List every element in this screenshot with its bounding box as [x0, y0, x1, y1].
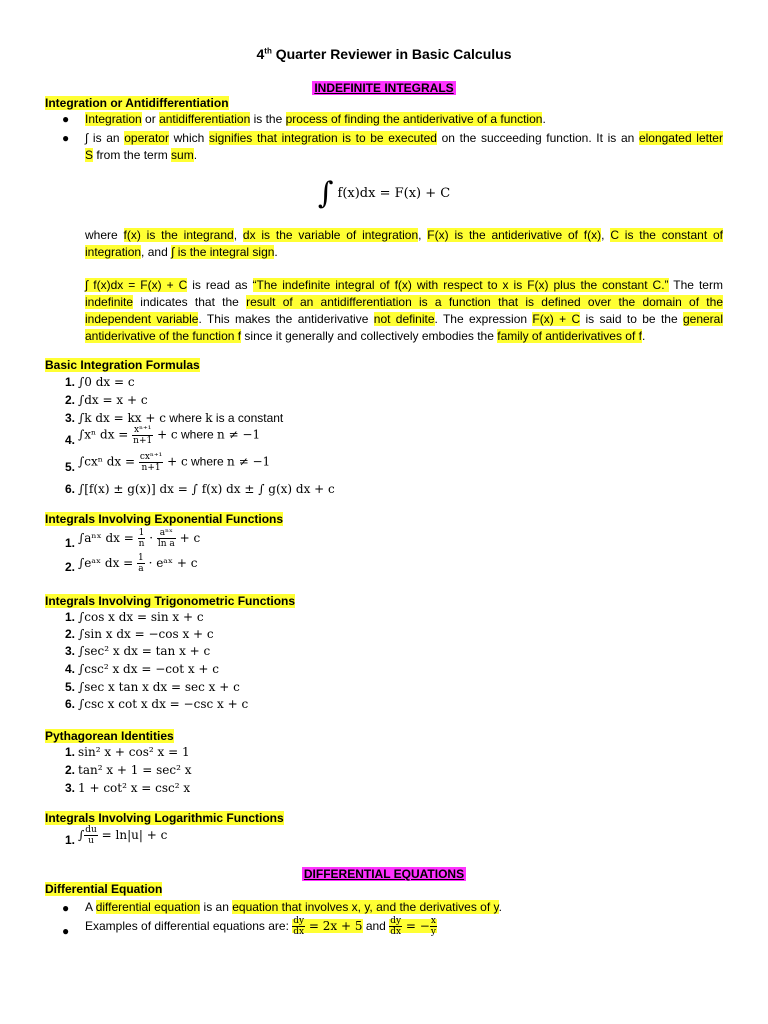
bullet-de-definition: A differential equation is an equation that involves x, y, and the derivatives of y. [85, 900, 502, 914]
list-item: sin² x + cos² x = 1 [78, 745, 190, 759]
bullet-icon: ● [62, 112, 70, 126]
list-number: 3. [64, 644, 75, 658]
list-number: 1. [64, 833, 75, 847]
list-item: ∫sin x dx = −cos x + c [78, 627, 214, 641]
list-number: 6. [64, 482, 75, 496]
main-formula: ∫ f(x)dx = F(x) + C [317, 176, 451, 211]
list-number: 4. [64, 433, 75, 447]
list-item: ∫sec x tan x dx = sec x + c [78, 680, 240, 694]
list-item: ∫sec² x dx = tan x + c [78, 644, 211, 658]
list-item: tan² x + 1 = sec² x [78, 763, 192, 777]
list-number: 1. [64, 745, 75, 759]
list-item: ∫[f(x) ± g(x)] dx = ∫ f(x) dx ± ∫ g(x) dx + c [78, 482, 335, 496]
section-indefinite-integrals: INDEFINITE INTEGRALS [314, 81, 454, 95]
heading-pythagorean: Pythagorean Identities [45, 729, 174, 743]
list-number: 5. [64, 680, 75, 694]
list-item: ∫dx = x + c [78, 393, 148, 407]
list-item: ∫xⁿ dx = $\frac{\text{xⁿ⁺¹}}{n+1}$ + c where n ≠ −1 [78, 425, 261, 446]
para-line1: ∫ f(x)dx = F(x) + C is read as “The indefinite integral of f(x) with respect to x is F(x) plus the constant C.” The term [85, 278, 723, 292]
list-number: 4. [64, 662, 75, 676]
list-number: 2. [64, 763, 75, 777]
bullet-icon: ● [62, 901, 70, 915]
list-item: ∫csc x cot x dx = −csc x + c [78, 697, 249, 711]
list-item: ∫cxⁿ dx = $\frac{\text{cxⁿ⁺¹}}{n+1}$ + c where n ≠ −1 [78, 452, 271, 473]
list-item: ∫eᵃˣ dx = $\frac{1}{a}$ · eᵃˣ + c [78, 553, 198, 574]
list-number: 2. [64, 560, 75, 574]
list-number: 6. [64, 697, 75, 711]
list-item: ∫k dx = kx + c where k is a constant [78, 411, 284, 425]
para-line3: independent variable. This makes the antiderivative not definite. The expression F(x) + C is said to be the general [85, 312, 724, 326]
bullet-de-examples: Examples of differential equations are: $\frac{dy}{dx}$ = 2x + 5 and $\frac{dy}{dx}$ = − $\frac{x}{y}$ [85, 916, 436, 937]
heading-integration: Integration or Antidifferentiation [45, 96, 229, 110]
para-line2: indefinite indicates that the result of an antidifferentiation is a function that is defined over the domain of the [85, 295, 723, 309]
bullet-integration-definition: Integration or antidifferentiation is the process of finding the antiderivative of a function. [85, 112, 546, 126]
bullet-icon: ● [62, 924, 70, 938]
list-item: ∫0 dx = c [78, 375, 135, 389]
list-item: ∫csc² x dx = −cot x + c [78, 662, 219, 676]
list-number: 1. [64, 375, 75, 389]
list-number: 2. [64, 393, 75, 407]
where-line2: integration, and ∫ is the integral sign. [85, 245, 278, 259]
list-item: ∫cos x dx = sin x + c [78, 610, 204, 624]
list-item: ∫ $\frac{du}{u}$ = ln|u| + c [78, 825, 168, 846]
list-item: 1 + cot² x = csc² x [78, 781, 191, 795]
list-number: 3. [64, 781, 75, 795]
heading-differential-equation: Differential Equation [45, 882, 163, 896]
heading-trigonometric: Integrals Involving Trigonometric Functions [45, 594, 296, 608]
list-number: 1. [64, 536, 75, 550]
bullet-operator-line1: ∫ is an operator which signifies that integration is to be executed on the succeeding function. It is an elongated letter [85, 131, 723, 145]
heading-logarithmic: Integrals Involving Logarithmic Functions [45, 811, 284, 825]
where-line1: where f(x) is the integrand, dx is the variable of integration, F(x) is the antiderivative of f(x), C is the constant of [85, 228, 724, 242]
heading-exponential: Integrals Involving Exponential Functions [45, 512, 284, 526]
page-title: 4th Quarter Reviewer in Basic Calculus [256, 46, 512, 62]
list-number: 2. [64, 627, 75, 641]
list-item: ∫aⁿˣ dx = $\frac{1}{n}$ · $\frac{\text{aⁿˣ}}{\text{ln a}}$ + c [78, 528, 201, 549]
bullet-operator-line2: S from the term sum. [85, 148, 198, 162]
section-differential-equations: DIFFERENTIAL EQUATIONS [303, 867, 465, 881]
list-number: 3. [64, 411, 75, 425]
bullet-icon: ● [62, 131, 70, 145]
list-number: 5. [64, 460, 75, 474]
heading-basic-formulas: Basic Integration Formulas [45, 358, 200, 372]
para-line4: antiderivative of the function f since it generally and collectively embodies the family of antiderivatives of f. [85, 329, 646, 343]
list-number: 1. [64, 610, 75, 624]
